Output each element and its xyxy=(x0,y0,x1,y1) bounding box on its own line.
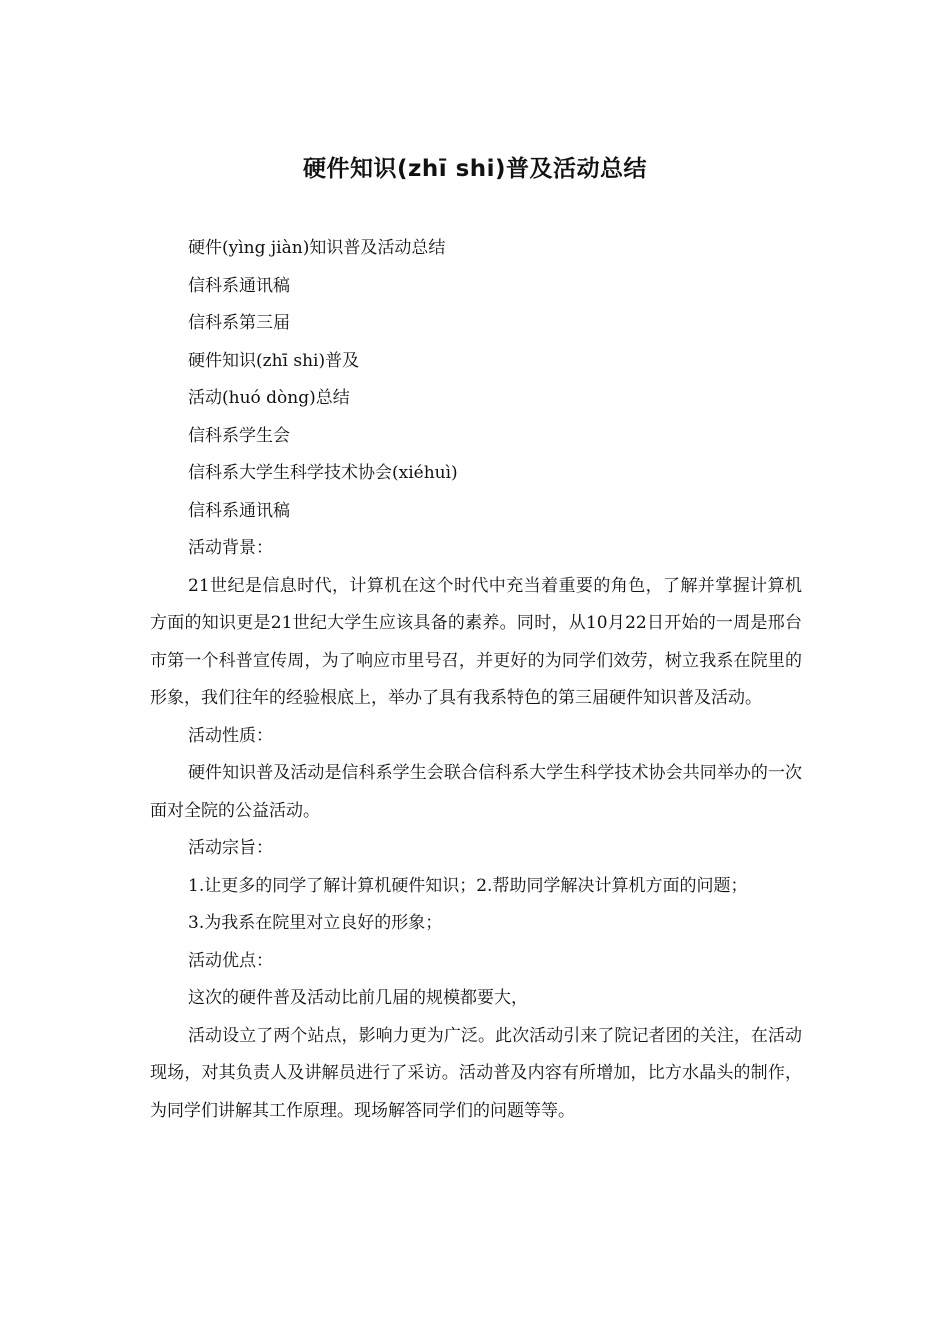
document-title: 硬件知识(zhī shi)普及活动总结 xyxy=(302,156,648,182)
paragraph: 活动设立了两个站点，影响力更为广泛。此次活动引来了院记者团的关注，在活动现场，对其负责人及讲解员进行了采访。活动普及内容有所增加，比方水晶头的制作，为同学们讲解其工作原理。现场解答同学们的问题等等。 xyxy=(150,1025,802,1121)
paragraph: 硬件(yìng jiàn)知识普及活动总结 xyxy=(188,238,446,258)
paragraph: 1.让更多的同学了解计算机硬件知识；2.帮助同学解决计算机方面的问题； xyxy=(188,875,748,896)
paragraph: 硬件知识(zhī shi)普及 xyxy=(188,350,360,371)
section-heading: 活动背景： xyxy=(188,538,273,558)
paragraph: 信科系通讯稿 xyxy=(188,500,290,521)
document-body xyxy=(150,230,802,1130)
paragraph: 3.为我系在院里对立良好的形象； xyxy=(188,913,443,933)
paragraph: 活动(huó dòng)总结 xyxy=(188,388,350,408)
paragraph: 信科系学生会 xyxy=(188,425,290,446)
paragraph: 信科系第三届 xyxy=(188,313,290,333)
section-heading: 活动宗旨： xyxy=(188,838,273,858)
paragraph: 硬件知识普及活动是信科系学生会联合信科系大学生科学技术协会共同举办的一次面对全院的公益活动。 xyxy=(150,763,802,821)
section-heading: 活动性质： xyxy=(188,725,273,746)
paragraph: 信科系大学生科学技术协会(xiéhuì) xyxy=(188,463,458,483)
paragraph: 21世纪是信息时代，计算机在这个时代中充当着重要的角色，了解并掌握计算机方面的知识更是21世纪大学生应该具备的素养。同时，从10月22日开始的一周是邢台市第一个科普宣传周，为了响应市里号召，并更好的为同学们效劳，树立我系在院里的形象，我们往年的经验根底上，举办了具有我系特色的第三届硬件知识普及活动。 xyxy=(150,575,802,708)
section-heading: 活动优点： xyxy=(188,950,273,971)
paragraph: 这次的硬件普及活动比前几届的规模都要大， xyxy=(188,988,528,1008)
paragraph: 信科系通讯稿 xyxy=(188,275,290,296)
